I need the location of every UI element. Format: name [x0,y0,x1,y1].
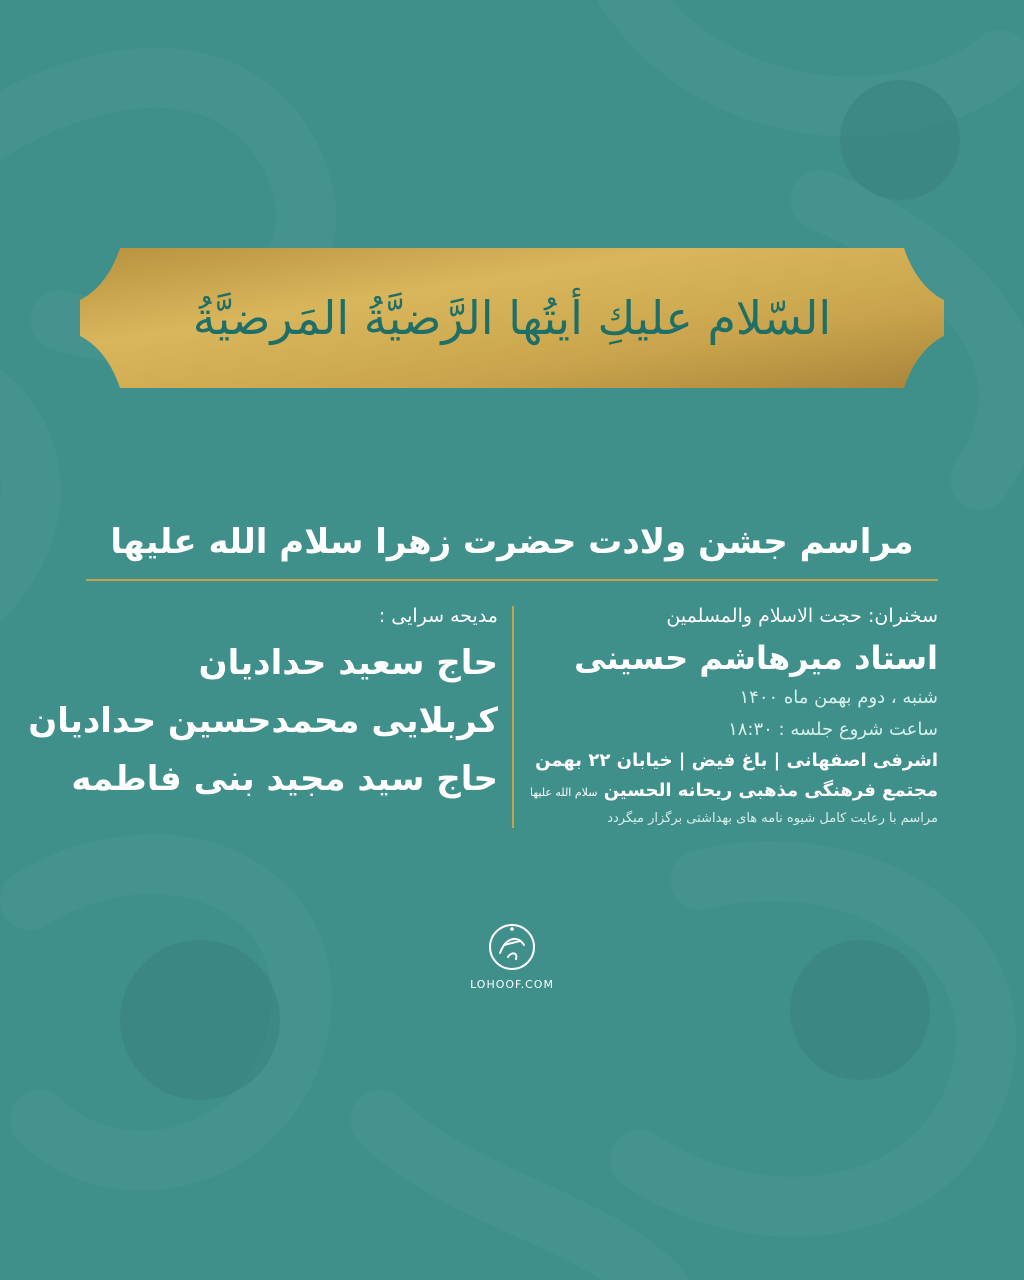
eulogist-name: حاج سعید حدادیان [198,643,498,683]
page-title: مراسم جشن ولادت حضرت زهرا سلام الله علیها [110,522,914,562]
vertical-divider [512,606,514,828]
eulogist-name: کربلایی محمدحسین حدادیان [28,701,498,741]
eulogy-label: مدیحه سرایی : [378,605,498,627]
venue-name: مجتمع فرهنگی مذهبی ریحانه الحسین [603,780,938,801]
horizontal-divider [86,579,938,581]
eulogist-name: حاج سید مجید بنی فاطمه [71,759,498,799]
event-time: ساعت شروع جلسه : ۱۸:۳۰ [728,719,938,740]
banner-salutation: السّلام علیكِ أیتُها الرَّضیَّةُ المَرضیَّةُ [192,291,832,345]
gold-banner [80,248,944,388]
venue-suffix: سلام الله علیها [529,786,598,799]
speaker-name: استاد میرهاشم حسینی [574,639,938,677]
health-note: مراسم با رعایت کامل شیوه نامه های بهداشتی برگزار میگردد [607,811,938,826]
event-address: اشرفی اصفهانی | باغ فیض | خیابان ۲۲ بهمن [535,750,938,771]
eulogy-section [28,598,498,808]
event-date: شنبه ، دوم بهمن ماه ۱۴۰۰ [739,687,938,708]
speaker-section [520,598,938,830]
speaker-label: سخنران: حجت الاسلام والمسلمین [666,605,938,627]
website-link[interactable]: LOHOOF.COM [470,978,554,991]
event-venue [520,776,938,808]
